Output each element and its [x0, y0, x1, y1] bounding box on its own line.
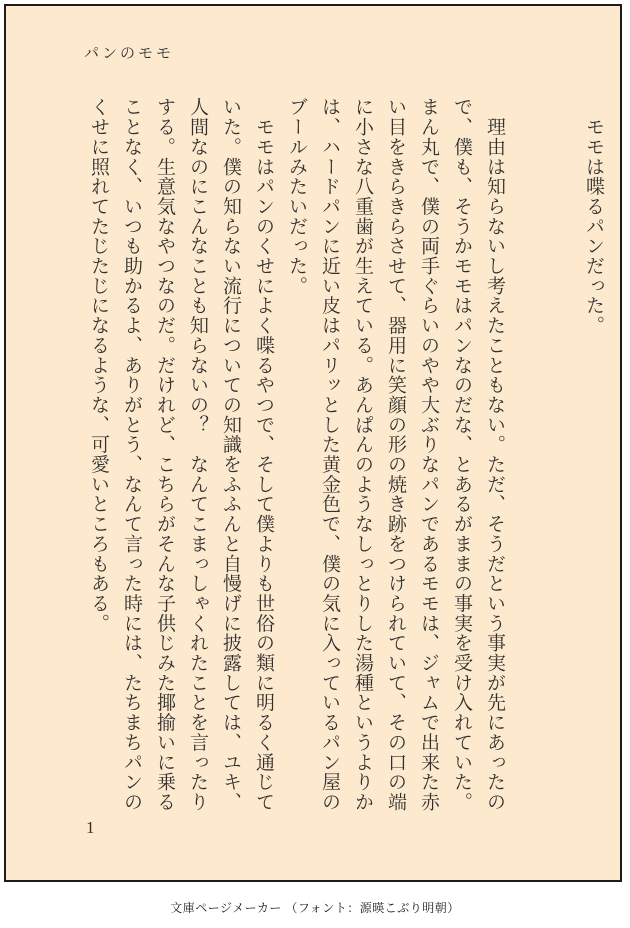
vertical-text-body [82, 97, 610, 815]
text-line: 理由は知らないし考えたこともない。ただ、そうだという事実が先にあったの [484, 97, 505, 812]
footer-bar [0, 886, 630, 928]
text-line: は、ハードパンに近い皮はパリッとした黄金色で、僕の気に入っているパン屋の [319, 97, 340, 812]
text-line: ことなく、いつも助かるよ、ありがとう、なんて言った時には、たちまちパンの [121, 97, 142, 812]
text-line: まん丸で、僕の両手ぐらいのやや大ぶりなパンであるモモは、ジャムで出来た赤 [418, 97, 439, 812]
text-line: くせに照れてたじたじになるような、可愛いところもある。 [88, 97, 109, 633]
text-line: 人間なのにこんなことも知らないの？ なんてこまっしゃくれたことを言ったり [187, 97, 208, 812]
footer-credit: 文庫ページメーカー （フォント：源暎こぶり明朝） [170, 900, 460, 915]
text-line: いた。僕の知らない流行についての知識をふふんと自慢げに披露しては、ユキ、 [220, 97, 241, 812]
text-line: モモは喋るパンだった。 [583, 97, 604, 336]
text-line: モモはパンのくせによく喋るやつで、そして僕よりも世俗の類に明るく通じて [253, 97, 274, 812]
running-head-title: パンのモモ [84, 46, 175, 62]
text-line [544, 97, 577, 815]
page-number: 1 [86, 818, 95, 837]
text-line: で、僕も、そうかモモはパンなのだな、とあるがままの事実を受け入れていた。 [451, 97, 472, 812]
text-line: ブールみたいだった。 [286, 97, 307, 296]
text-line: する。生意気なやつなのだ。だけれど、こちらがそんな子供じみた揶揄いに乗る [154, 97, 175, 812]
text-line [511, 97, 544, 815]
text-line: に小さな八重歯が生えている。あんぱんのようなしっとりした湯種というよりか [352, 97, 373, 812]
text-line: い目をきらきらさせて、器用に笑顔の形の焼き跡をつけられていて、その口の端 [385, 97, 406, 812]
